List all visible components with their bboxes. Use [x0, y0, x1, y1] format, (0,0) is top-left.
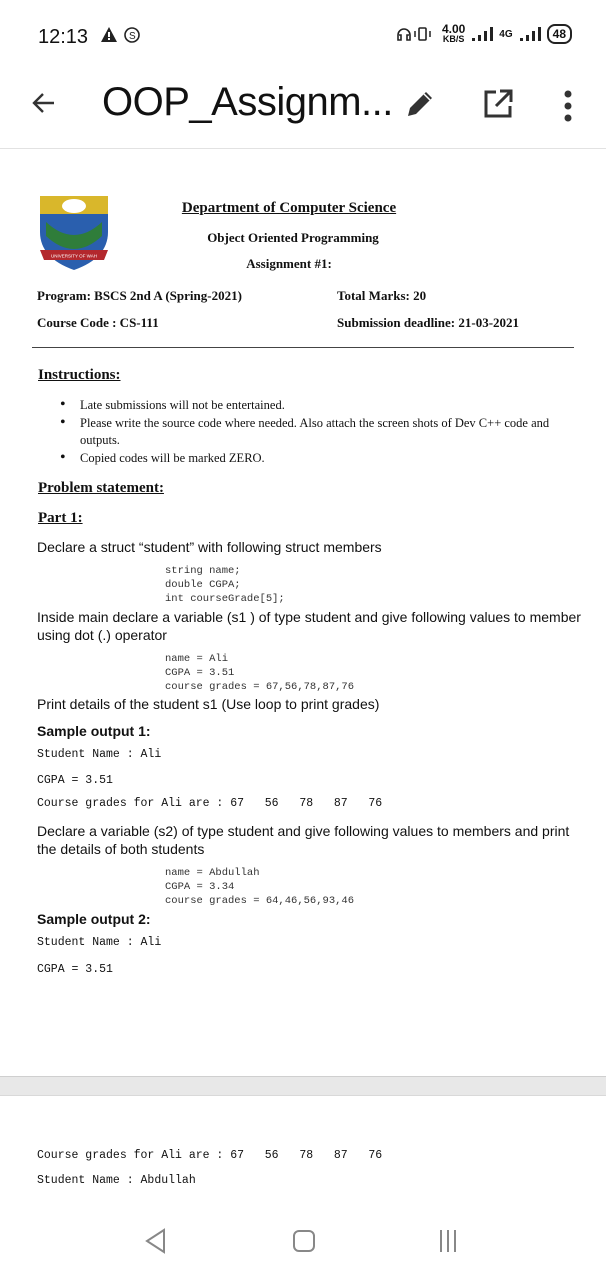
total-marks: Total Marks: 20	[337, 288, 427, 303]
submission-deadline: Submission deadline: 21-03-2021	[337, 315, 520, 330]
nav-back-icon[interactable]	[144, 1228, 168, 1254]
status-time: 12:13	[38, 26, 89, 48]
part-heading: Part 1:	[38, 510, 83, 526]
divider	[32, 347, 574, 348]
output-line: Course grades for Ali are : 67 56 78 87 76	[37, 1149, 383, 1162]
code-block: name = Abdullah CGPA = 3.34 course grades = 64,46,56,93,46	[165, 867, 355, 907]
department-heading: Department of Computer Science	[181, 200, 397, 216]
more-vert-icon[interactable]	[558, 86, 578, 126]
app-bar	[0, 72, 606, 149]
back-arrow-icon[interactable]	[30, 88, 58, 125]
net-speed: 4.00 KB/S	[441, 22, 466, 44]
output-line: Student Name : Ali	[37, 748, 162, 761]
paragraph: Declare a struct “student” with following struct members	[37, 539, 382, 555]
code-block: string name; double CGPA; int courseGrade[5];	[165, 565, 285, 605]
signal-icon	[471, 26, 493, 42]
document-title: OOP_Assignm...	[102, 80, 393, 124]
list-item: • Copied codes will be marked ZERO.	[60, 450, 590, 467]
svg-text:UNIVERSITY OF WAH: UNIVERSITY OF WAH	[50, 253, 98, 259]
status-bar	[0, 0, 606, 72]
nav-home-icon[interactable]	[292, 1228, 316, 1254]
signal-4g-icon	[519, 26, 541, 42]
output-line: Student Name : Ali	[37, 936, 162, 949]
program-info: Program: BSCS 2nd A (Spring-2021)	[37, 288, 242, 303]
output-line: CGPA = 3.51	[37, 963, 113, 976]
sample-output-heading: Sample output 2:	[37, 911, 151, 927]
course-name: Object Oriented Programming	[207, 230, 379, 245]
system-nav-bar	[0, 1190, 606, 1280]
open-external-icon[interactable]	[480, 86, 516, 122]
pencil-icon[interactable]	[402, 86, 438, 122]
output-line: Course grades for Ali are : 67 56 78 87 76	[37, 797, 383, 810]
list-item: • Please write the source code where needed. Also attach the screen shots of Dev C++ code and outputs.	[60, 415, 590, 449]
network-type: 4G	[499, 28, 513, 40]
course-code: Course Code : CS-111	[37, 315, 159, 330]
output-line: Student Name : Abdullah	[37, 1174, 196, 1187]
sample-output-heading: Sample output 1:	[37, 723, 151, 739]
notification-icons	[100, 25, 144, 50]
paragraph: Declare a variable (s2) of type student and give following values to members and print the details of both students	[37, 823, 570, 857]
battery-indicator: 48	[547, 24, 572, 44]
status-right	[396, 24, 572, 44]
output-line: CGPA = 3.51	[37, 774, 113, 787]
problem-heading: Problem statement:	[38, 480, 164, 496]
code-block: name = Ali CGPA = 3.51 course grades = 67,56,78,87,76	[165, 653, 355, 693]
instructions-heading: Instructions:	[38, 367, 121, 383]
sound-vibrate-icon	[396, 25, 436, 43]
paragraph: Print details of the student s1 (Use loop to print grades)	[37, 696, 380, 712]
alert-icon	[100, 25, 144, 45]
svg-text:S: S	[129, 31, 136, 42]
list-item: • Late submissions will not be entertained.	[60, 397, 590, 414]
instructions-list	[60, 397, 590, 468]
nav-recents-icon[interactable]	[436, 1228, 460, 1254]
page-separator	[0, 1076, 606, 1096]
paragraph: Inside main declare a variable (s1 ) of type student and give following values to member using dot (.) operator	[37, 609, 581, 643]
assignment-title: Assignment #1:	[246, 256, 332, 271]
